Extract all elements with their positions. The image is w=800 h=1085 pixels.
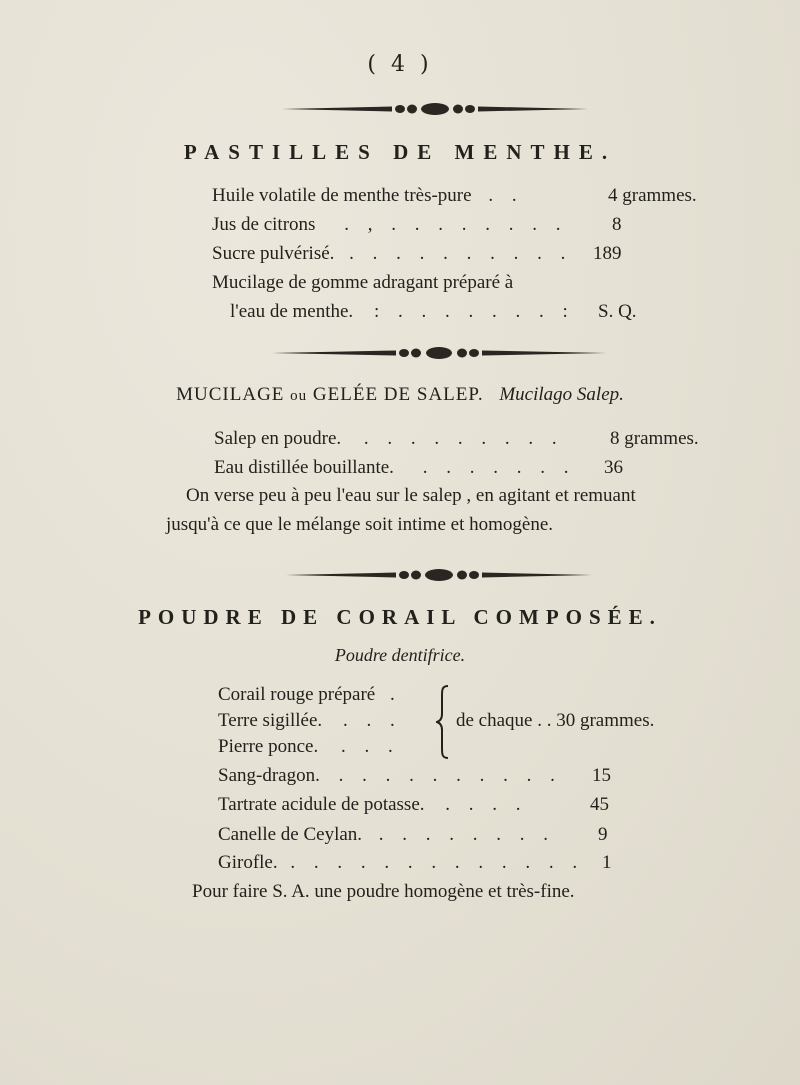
quantity: S. Q. [598, 301, 637, 322]
list-item: Corail rouge préparé . [218, 684, 402, 705]
ornament-rule-1 [282, 102, 588, 116]
list-item: Tartrate acidule de potasse. . . . . [218, 794, 528, 815]
list-item: Eau distillée bouillante. . . . . . . . [214, 457, 576, 478]
paragraph-line: jusqu'à ce que le mélange soit intime et homogène. [166, 514, 554, 535]
paragraph-line: On verse peu à peu l'eau sur le salep , en agitant et remuant [186, 485, 636, 506]
ornament-rule-icon [286, 568, 592, 582]
ornament-rule-3 [286, 568, 592, 582]
quantity: 1 [602, 852, 612, 873]
list-item: Huile volatile de menthe très-pure . . [212, 185, 524, 206]
list-item: Canelle de Ceylan. . . . . . . . . [218, 824, 556, 845]
list-item: Sucre pulvérisé. . . . . . . . . . . [212, 243, 573, 264]
quantity: 8 [612, 214, 622, 235]
ornament-rule-2 [272, 346, 606, 360]
list-item: Girofle. . . . . . . . . . . . . . [218, 852, 585, 873]
brace-icon [436, 684, 452, 760]
section-title-salep: MUCILAGE ou GELÉE DE SALEP. Mucilago Salep. [176, 384, 624, 405]
quantity: 45 [590, 794, 609, 815]
section-title-menthe: PASTILLES DE MENTHE. [183, 140, 617, 164]
list-item: Jus de citrons . , . . . . . . . . [212, 214, 568, 235]
ornament-rule-icon [282, 102, 588, 116]
list-item: Sang-dragon. . . . . . . . . . . [218, 765, 562, 786]
section-title-corail: POUDRE DE CORAIL COMPOSÉE. [138, 605, 662, 629]
section-subtitle: Poudre dentifrice. [334, 645, 466, 665]
quantity: 9 [598, 824, 608, 845]
list-item: l'eau de menthe. : . . . . . . . : [230, 301, 575, 322]
grouped-quantity: de chaque . . 30 grammes. [456, 710, 655, 731]
quantity: 8 grammes. [610, 428, 699, 449]
ornament-rule-icon [272, 346, 606, 360]
page-number: ( 4 ) [367, 52, 433, 77]
list-item: Pierre ponce. . . . [218, 736, 400, 757]
list-item: Terre sigillée. . . . [218, 710, 402, 731]
closing-line: Pour faire S. A. une poudre homogène et très-fine. [192, 881, 575, 902]
quantity: 4 grammes. [608, 185, 697, 206]
quantity: 189 [593, 243, 622, 264]
quantity: 15 [592, 765, 611, 786]
list-item: Salep en poudre. . . . . . . . . . [214, 428, 564, 449]
list-item: Mucilage de gomme adragant préparé à [212, 272, 514, 293]
quantity: 36 [604, 457, 623, 478]
